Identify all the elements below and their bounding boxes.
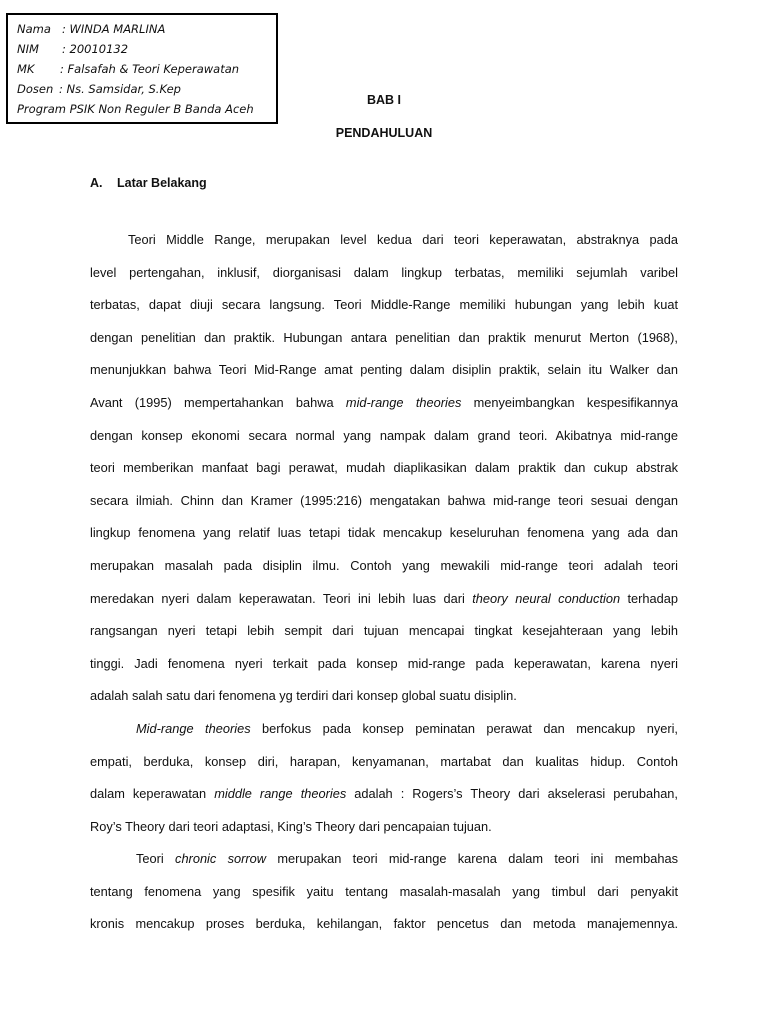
italic-term: mid-range theories [345, 394, 462, 410]
text-line: rangsangan nyeri tetapi lebih sempit dari tujuan mencapai tingkat kesejahteraan yang lebih [90, 623, 678, 639]
italic-term: chronic sorrow [175, 851, 267, 867]
italic-term: theory neural conduction [472, 590, 621, 606]
text-line: kronis mencakup proses berduka, kehilangan, faktor pencetus dan metoda manajemennya. [90, 916, 678, 932]
text-segment: merupakan teori mid-range karena dalam teori ini membahas [266, 851, 678, 867]
text-line: lingkup fenomena yang relatif luas tetapi tidak mencakup keseluruhan fenomena yang ada dan [90, 525, 678, 541]
text-line: Teori Middle Range, merupakan level kedua dari teori keperawatan, abstraknya pada [128, 232, 678, 247]
text-line: teori memberikan manfaat bagi perawat, mudah diaplikasikan dalam praktik dan cukup abstrak [90, 460, 678, 476]
nama-row [17, 19, 276, 39]
text-line: Roy’s Theory dari teori adaptasi, King’s Theory dari pencapaian tujuan. [90, 818, 492, 834]
text-line: terbatas, dapat diuji secara langsung. Teori Middle-Range memiliki hubungan yang lebih kuat [90, 297, 678, 313]
mk-row [17, 59, 276, 79]
nama-value: : WINDA MARLINA [62, 22, 166, 36]
text-segment: Avant (1995) mempertahankan bahwa [90, 394, 346, 410]
text-line [90, 713, 678, 746]
program-text: Program PSIK Non Reguler B Banda Aceh [17, 102, 254, 116]
text-line: secara ilmiah. Chinn dan Kramer (1995:216) mengatakan bahwa mid-range teori sesuai dengan [90, 492, 678, 508]
section-number: A. [90, 176, 103, 190]
nim-row [17, 39, 276, 59]
dosen-label: Dosen [17, 82, 54, 96]
text-line [90, 843, 678, 876]
text-line: tentang fenomena yang spesifik yaitu tentang masalah-masalah yang timbul dari penyakit [90, 883, 678, 899]
text-segment: adalah : Rogers’s Theory dari akselerasi perubahan, [346, 786, 678, 802]
section-title: Latar Belakang [117, 176, 207, 190]
chapter-title: PENDAHULUAN [335, 126, 433, 140]
mk-label: MK [17, 62, 35, 76]
nim-label: NIM [17, 42, 39, 56]
text-line: menunjukkan bahwa Teori Mid-Range amat penting dalam disiplin praktik, selain itu Walker dan [90, 362, 678, 378]
text-line: dengan penelitian dan praktik. Hubungan antara penelitian dan praktik menurut Merton (1968), [90, 329, 678, 345]
chapter-number: BAB I [366, 93, 402, 107]
italic-term: middle range theories [214, 786, 347, 802]
student-info-box [6, 13, 278, 124]
text-line: empati, berduka, konsep diri, harapan, kenyamanan, martabat dan kualitas hidup. Contoh [90, 753, 678, 769]
text-line: level pertengahan, inklusif, diorganisasi dalam lingkup terbatas, memiliki sejumlah varibel [90, 264, 678, 280]
nim-value: : 20010132 [62, 42, 129, 56]
text-segment: meredakan nyeri dalam keperawatan. Teori ini lebih luas dari [90, 590, 473, 606]
text-line: adalah salah satu dari fenomena yg terdiri dari konsep global suatu disiplin. [90, 688, 517, 704]
text-segment: menyeimbangkan kespesifikannya [461, 394, 678, 410]
text-line [90, 583, 678, 616]
text-line: merupakan masalah pada disiplin ilmu. Contoh yang mewakili mid-range teori adalah teori [90, 557, 678, 573]
section-heading [90, 176, 207, 190]
dosen-value: : Ns. Samsidar, S.Kep [59, 82, 181, 96]
text-line: dengan konsep ekonomi secara normal yang nampak dalam grand teori. Akibatnya mid-range [90, 427, 678, 443]
text-segment: dalam keperawatan [90, 786, 215, 802]
body-text [90, 224, 678, 941]
nama-label: Nama [17, 22, 51, 36]
text-segment: Teori [136, 851, 176, 867]
mk-value: : Falsafah & Teori Keperawatan [60, 62, 240, 76]
text-line: tinggi. Jadi fenomena nyeri terkait pada konsep mid-range pada keperawatan, karena nyeri [90, 655, 678, 671]
text-segment: terhadap [620, 590, 678, 606]
text-segment: berfokus pada konsep peminatan perawat dan mencakup nyeri, [250, 720, 678, 736]
text-line [90, 387, 678, 420]
text-line [90, 778, 678, 811]
italic-term: Mid-range theories [136, 720, 251, 736]
